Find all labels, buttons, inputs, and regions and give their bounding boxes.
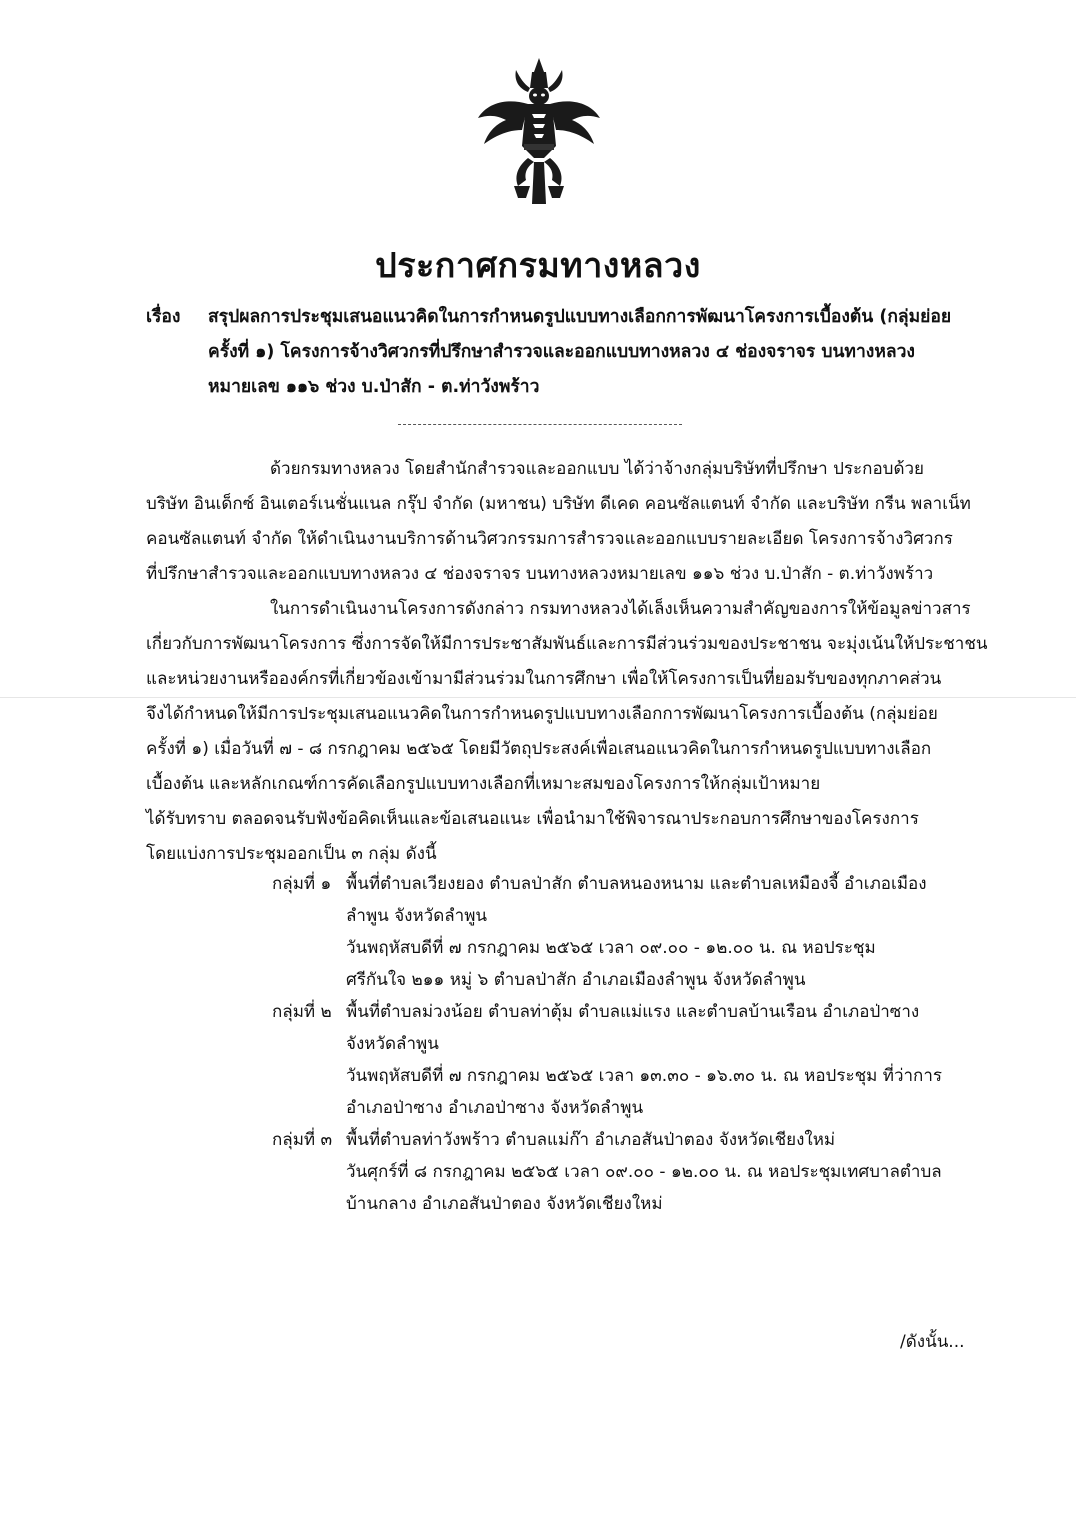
subject-label: เรื่อง xyxy=(146,307,181,327)
meeting-group-1 xyxy=(272,868,972,996)
section-divider xyxy=(398,424,682,425)
paragraph-line: ในการดำเนินงานโครงการดังกล่าว กรมทางหลวงได้เล็งเห็นความสำคัญของการให้ข้อมูลข่าวสาร xyxy=(270,599,971,619)
paragraph-line: เกี่ยวกับการพัฒนาโครงการ ซึ่งการจัดให้มีการประชาสัมพันธ์และการมีส่วนร่วมของประชาชน จะมุ่งเน้นให้ประชาชน xyxy=(146,634,988,654)
group-line: วันศุกร์ที่ ๘ กรกฎาคม ๒๕๖๕ เวลา ๐๙.๐๐ - ๑๒.๐๐ น. ณ หอประชุมเทศบาลตำบล xyxy=(346,1162,942,1182)
page-title: ประกาศกรมทางหลวง xyxy=(375,246,701,286)
paragraph-line: เบื้องต้น และหลักเกณฑ์การคัดเลือกรูปแบบทางเลือกที่เหมาะสมของโครงการให้กลุ่มเป้าหมาย xyxy=(146,774,821,794)
paragraph-line: ได้รับทราบ ตลอดจนรับฟังข้อคิดเห็นและข้อเสนอแนะ เพื่อนำมาใช้พิจารณาประกอบการศึกษาของโครงการ xyxy=(146,809,919,829)
group-line: พื้นที่ตำบลม่วงน้อย ตำบลท่าตุ้ม ตำบลแม่แรง และตำบลบ้านเรือน อำเภอป่าซาง xyxy=(346,1002,920,1022)
paragraph-line: ด้วยกรมทางหลวง โดยสำนักสำรวจและออกแบบ ได้ว่าจ้างกลุ่มบริษัทที่ปรึกษา ประกอบด้วย xyxy=(270,459,925,479)
group-line: อำเภอป่าซาง อำเภอป่าซาง จังหวัดลำพูน xyxy=(346,1098,644,1118)
group-label: กลุ่มที่ ๑ xyxy=(272,874,332,894)
group-line: วันพฤหัสบดีที่ ๗ กรกฎาคม ๒๕๖๕ เวลา ๐๙.๐๐ - ๑๒.๐๐ น. ณ หอประชุม xyxy=(346,938,876,958)
group-details xyxy=(346,1124,972,1220)
group-label: กลุ่มที่ ๒ xyxy=(272,1002,332,1022)
paragraph-line: ครั้งที่ ๑) เมื่อวันที่ ๗ - ๘ กรกฎาคม ๒๕๖๕ โดยมีวัตถุประสงค์เพื่อเสนอแนวคิดในการกำหนดรูปแบบทางเลือก xyxy=(146,739,932,759)
paragraph-line: บริษัท อินเด็กซ์ อินเตอร์เนชั่นแนล กรุ๊ป จำกัด (มหาชน) บริษัท ดีเคด คอนซัลแตนท์ จำกัด และบริษัท กรีน พลาเน็ท xyxy=(146,494,971,514)
paragraph-intro xyxy=(146,452,971,592)
group-line: ลำพูน จังหวัดลำพูน xyxy=(346,906,488,926)
group-line: พื้นที่ตำบลเวียงยอง ตำบลป่าสัก ตำบลหนองหนาม และตำบลเหมืองจี้ อำเภอเมือง xyxy=(346,874,927,894)
paragraph-line: ที่ปรึกษาสำรวจและออกแบบทางหลวง ๔ ช่องจราจร บนทางหลวงหมายเลข ๑๑๖ ช่วง บ.ป่าสัก - ต.ท่าวังพร้าว xyxy=(146,564,934,584)
garuda-emblem-icon xyxy=(478,58,600,204)
meeting-groups xyxy=(272,868,972,1220)
paragraph-line: คอนซัลแตนท์ จำกัด ให้ดำเนินงานบริการด้านวิศวกรรมการสำรวจและออกแบบรายละเอียด โครงการจ้างวิศวกร xyxy=(146,529,953,549)
group-label: กลุ่มที่ ๓ xyxy=(272,1130,333,1150)
subject-text xyxy=(208,300,976,405)
meeting-group-2 xyxy=(272,996,972,1124)
group-details xyxy=(346,868,972,996)
paragraph-line: โดยแบ่งการประชุมออกเป็น ๓ กลุ่ม ดังนี้ xyxy=(146,844,437,864)
group-line: พื้นที่ตำบลท่าวังพร้าว ตำบลแม่ก๊า อำเภอสันป่าตอง จังหวัดเชียงใหม่ xyxy=(346,1130,836,1150)
paragraph-line: และหน่วยงานหรือองค์กรที่เกี่ยวข้องเข้ามามีส่วนร่วมในการศึกษา เพื่อให้โครงการเป็นที่ยอมรับของทุกภาคส่วน xyxy=(146,669,942,689)
paragraph-details xyxy=(146,592,988,872)
group-line: จังหวัดลำพูน xyxy=(346,1034,439,1054)
subject-line: ครั้งที่ ๑) โครงการจ้างวิศวกรที่ปรึกษาสำรวจและออกแบบทางหลวง ๔ ช่องจราจร บนทางหลวง xyxy=(208,342,915,362)
meeting-group-3 xyxy=(272,1124,972,1220)
group-details xyxy=(346,996,972,1124)
subject-line: สรุปผลการประชุมเสนอแนวคิดในการกำหนดรูปแบบทางเลือกการพัฒนาโครงการเบื้องต้น (กลุ่มย่อย xyxy=(208,307,952,327)
subject-line: หมายเลข ๑๑๖ ช่วง บ.ป่าสัก - ต.ท่าวังพร้าว xyxy=(208,377,540,397)
group-line: วันพฤหัสบดีที่ ๗ กรกฎาคม ๒๕๖๕ เวลา ๑๓.๓๐ - ๑๖.๓๐ น. ณ หอประชุม ที่ว่าการ xyxy=(346,1066,943,1086)
group-line: ศรีกันใจ ๒๑๑ หมู่ ๖ ตำบลป่าสัก อำเภอเมืองลำพูน จังหวัดลำพูน xyxy=(346,970,806,990)
paragraph-line: จึงได้กำหนดให้มีการประชุมเสนอแนวคิดในการกำหนดรูปแบบทางเลือกการพัฒนาโครงการเบื้องต้น (กลุ่มย่อย xyxy=(146,704,938,724)
group-line: บ้านกลาง อำเภอสันป่าตอง จังหวัดเชียงใหม่ xyxy=(346,1194,663,1214)
continuation-marker: /ดังนั้น... xyxy=(900,1332,965,1352)
